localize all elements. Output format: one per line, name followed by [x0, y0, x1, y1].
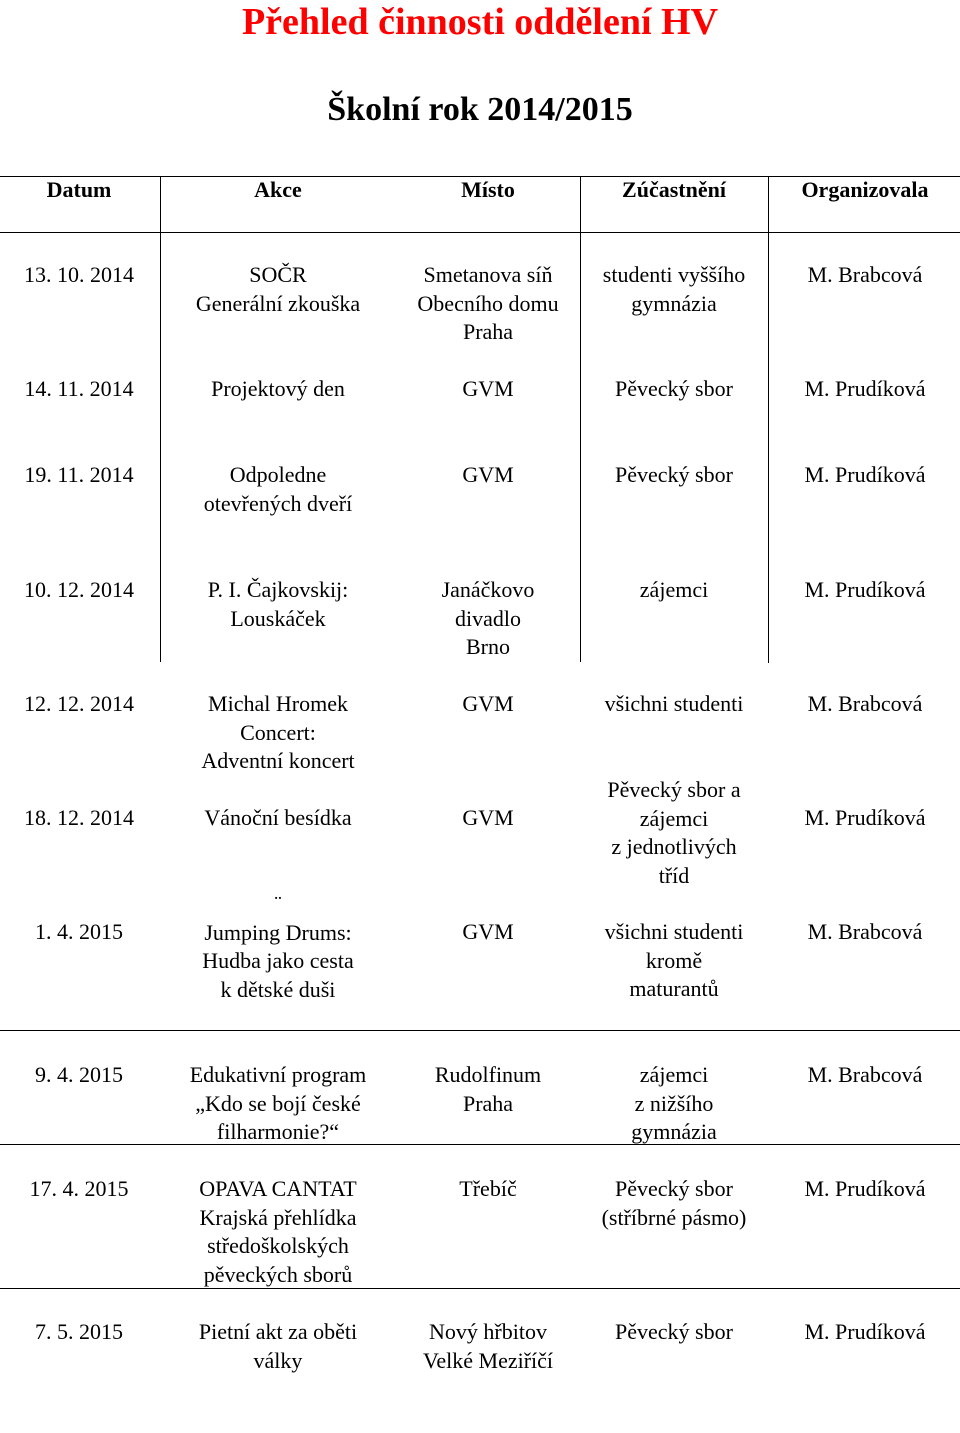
- cell-event: Pietní akt za oběti války: [198, 1319, 358, 1373]
- cell-date: 14. 11. 2014: [24, 376, 134, 401]
- cell-organizer: M. Brabcová: [807, 691, 923, 716]
- cell-place: GVM: [462, 462, 514, 487]
- column-divider: [768, 177, 769, 663]
- cell-event: Odpoledne otevřených dveří: [203, 462, 353, 516]
- cell-event: Projektový den: [211, 376, 345, 401]
- cell-participants: studenti vyššího gymnázia: [602, 262, 746, 316]
- cell-event: Michal Hromek Concert: Adventní koncert: [201, 691, 355, 773]
- cell-place: GVM: [462, 919, 514, 944]
- cell-place: Smetanova síň Obecního domu Praha: [417, 262, 559, 344]
- cell-event: P. I. Čajkovskij: Louskáček: [207, 577, 349, 631]
- cell-date: 19. 11. 2014: [24, 462, 134, 487]
- cell-participants: všichni studenti kromě maturantů: [604, 919, 744, 1001]
- row-divider: [0, 1288, 960, 1289]
- cell-event: Edukativní program „Kdo se bojí české filharmonie?“: [189, 1062, 367, 1144]
- cell-participants: Pěvecký sbor (stříbrné pásmo): [601, 1176, 747, 1230]
- cell-participants: Pěvecký sbor: [615, 1319, 733, 1344]
- cell-participants: Pěvecký sbor: [615, 462, 733, 487]
- cell-event: Vánoční besídka: [204, 805, 352, 830]
- cell-organizer: M. Prudíková: [804, 1319, 926, 1344]
- cell-organizer: M. Prudíková: [804, 1176, 926, 1201]
- cell-date: 10. 12. 2014: [24, 577, 134, 602]
- page-title: Přehled činnosti oddělení HV: [241, 1, 719, 43]
- cell-date: 7. 5. 2015: [35, 1319, 123, 1344]
- cell-organizer: M. Prudíková: [804, 805, 926, 830]
- cell-place: Třebíč: [459, 1176, 517, 1201]
- cell-date: 12. 12. 2014: [24, 691, 134, 716]
- table-header-row: [0, 176, 960, 204]
- cell-place: Nový hřbitov Velké Meziříčí: [422, 1319, 554, 1373]
- cell-place: GVM: [462, 691, 514, 716]
- cell-event: OPAVA CANTAT Krajská přehlídka středoškolských pěveckých sborů: [199, 1176, 357, 1287]
- cell-event: SOČR Generální zkouška: [195, 262, 361, 316]
- cell-date: 13. 10. 2014: [24, 262, 134, 287]
- header-misto: Místo: [461, 177, 515, 202]
- cell-organizer: M. Brabcová: [807, 262, 923, 287]
- cell-participants: zájemci: [639, 577, 709, 602]
- cell-participants: Pěvecký sbor a zájemci z jednotlivých tříd: [607, 777, 741, 888]
- cell-participants: Pěvecký sbor: [615, 376, 733, 401]
- cell-date: 9. 4. 2015: [35, 1062, 123, 1087]
- header-datum: Datum: [46, 177, 112, 202]
- cell-organizer: M. Prudíková: [804, 376, 926, 401]
- cell-place: GVM: [462, 376, 514, 401]
- school-year-subtitle: Školní rok 2014/2015: [327, 91, 633, 128]
- cell-place: Rudolfinum Praha: [434, 1062, 542, 1116]
- cell-event: ¨ Jumping Drums: Hudba jako cesta k dětské duši: [202, 891, 354, 1002]
- cell-organizer: M. Prudíková: [804, 577, 926, 602]
- header-akce: Akce: [254, 177, 302, 202]
- row-divider: [0, 232, 960, 233]
- header-zucastneni: Zúčastnění: [622, 177, 726, 202]
- cell-date: 18. 12. 2014: [24, 805, 134, 830]
- cell-organizer: M. Brabcová: [807, 1062, 923, 1087]
- header-organizovala: Organizovala: [801, 177, 929, 202]
- cell-organizer: M. Brabcová: [807, 919, 923, 944]
- cell-organizer: M. Prudíková: [804, 462, 926, 487]
- row-divider: [0, 1144, 960, 1145]
- cell-place: GVM: [462, 805, 514, 830]
- cell-date: 1. 4. 2015: [35, 919, 123, 944]
- cell-date: 17. 4. 2015: [29, 1176, 129, 1201]
- cell-place: Janáčkovo divadlo Brno: [441, 577, 535, 659]
- cell-participants: zájemci z nižšího gymnázia: [631, 1062, 717, 1144]
- cell-participants: všichni studenti: [604, 691, 744, 716]
- row-divider: [0, 1030, 960, 1031]
